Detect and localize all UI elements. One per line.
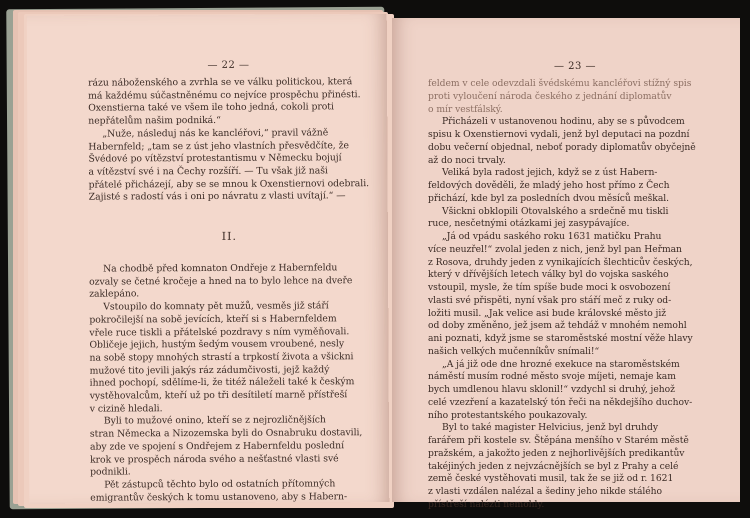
text-line: země české vystěhovati musil, tak že se již od r. 1621 [428,473,674,485]
text-line: proti vyloučení národa českého z jednání diplomatův [428,90,672,102]
left-page [27,14,390,504]
text-line: Vstoupilo do komnaty pět mužů, vesměs již stáří [103,300,329,313]
text-line: až do noci trvaly. [428,154,506,166]
text-line: ního protestantského poukazovaly. [428,409,588,421]
text-line: celé vzezření a kazatelský tón řeči na někdejšího duchov- [428,396,693,408]
text-line: Na chodbě před komnaton Ondřeje z Habernfeldu [103,262,338,275]
text-line: Habernfeld; „tam se z úst jeho vlastních přesvědčíte, že [88,139,349,153]
text-line: Obličeje jejich, hustým šedým vousem vroubené, nesly [89,338,345,351]
text-line: přichází, kde byl za posledních dvou měsíců meškal. [428,192,670,204]
text-line: ruce, nesčetnými otázkami jej zasypávajíce. [428,218,630,230]
text-line: který v dřívějších letech války byl do vojska saského [428,269,669,281]
text-line: rázu náboženského a zvrhla se ve válku politickou, která [88,76,353,89]
text-line: přátelé přicházejí, aby se se mnou k Oxenstiernovi odebrali. [88,177,370,191]
text-line: farářem při kostele sv. Štěpána menšího v Starém městě [428,435,689,446]
text-line: takéjiných jeden z nejvzácnějších se byl z Prahy a celé [428,460,679,472]
text-line: v cizině hledali. [89,403,163,415]
text-line: vystěhovalcům, kteří už po tři desítiletí marně přístřeší [89,389,348,402]
text-line: z vlasti vzdálen nalézal a šediny jeho nikde stálého [428,486,663,497]
text-line: vřele ruce tiskli a přátelské pozdravy s ním vyměňovali. [89,325,350,339]
text-line: bych umdlenou hlavu sklonil!“ vzdychl si druhý, jehož [428,384,675,395]
text-line: Byl to také magister Helvicius, jenž byl druhdy [442,422,659,434]
text-line: o mír vestfálský. [428,103,503,115]
text-line: pražském, a jakožto jeden z nejhorlivějších predikantův [428,447,685,459]
text-line: ihned pochopí, sdělíme-li, že titéž náleželi také k českým [89,376,355,389]
text-line: z Rosova, druhdy jeden z vynikajících šlechticův českých, [428,256,693,268]
text-line: emigrantův českých k tomu ustanoveno, aby s Habern- [90,490,348,504]
text-line: na sobě stopy mnohých strastí a trpkostí života a všickni [89,351,354,364]
text-line: krok ve prospěch národa svého a nešťastné vlasti své [90,452,339,466]
text-line: „Já od vpádu saského roku 1631 matičku Prahu [442,231,662,242]
left-page-number: — 22 — [207,59,250,72]
text-line: podnikli. [90,466,131,478]
text-line: spisu k Oxenstiernovi vydali, jenž byl deputaci na pozdní [428,129,690,140]
text-line: Veliká byla radost jejich, když se z úst Habern- [442,167,658,179]
left-paragraph-4 [90,478,371,505]
text-line: „A já již ode dne hrozné exekuce na staroměstském [442,358,680,370]
text-line: a vítězství své i na Čechy rozšíří. — Tu však již naši [88,165,328,178]
left-paragraph-2 [89,262,371,416]
right-page [392,18,740,510]
text-line: Zajisté s radostí vás i oni po návratu z vlasti uvítají.“ — [88,190,346,203]
text-line: má každému súčastněnému co nejvíce prospěchu přinésti. [88,88,361,102]
text-line: od doby změněno, jež jsem až tehdáž v mnohém nemohl [428,320,687,332]
text-line: stran Německa a Nizozemska byli do Osnabruku dostavili, [89,427,363,440]
text-line: vstoupil, mysle, že tím spíše bude moci k osvobození [428,282,671,293]
text-line: mužové tito jevili jakýs ráz zádumčivosti, jejž každý [89,364,330,377]
text-line: aby zde ve spojení s Ondřejem z Habernfeldu poslední [89,440,345,453]
text-line: Byli to mužové onino, kteří se z nejrozličnějších [103,414,326,428]
text-line: ani poznati, když jsme se staroměstské mostní věže hlavy [428,333,693,344]
left-paragraph-3 [90,415,371,480]
text-line: ozvaly se četné kročeje a hned na to bylo lehce na dveře [89,274,353,288]
text-line: Oxenstierna také ve všem ile toho jedná, cokoli proti [88,101,334,115]
text-line: feldem v cele odevzdali švédskému kancléřovi stížný spis [428,78,692,89]
text-line: ložiti musil. „Jak velice asi bude královské město již [428,307,667,319]
text-line: našich velkých mučenníkův snímali!“ [428,345,600,357]
text-line: Všickni obklopili Otovalského a srdečně mu tiskli [442,205,669,217]
text-line: dobu večerní objednal, neboť porady diplomatův obyčejně [428,141,696,153]
text-line: pokročilejší na sobě jevících, kteří si s Habernfeldem [89,313,337,326]
text-line: nepřátelům našim podniká.“ [88,115,221,127]
text-line: „Nuže, následuj nás ke kancléřovi,“ pravil vážně [102,127,329,140]
text-line: Švédové po vítězství protestantismu v Německu bojují [88,152,342,165]
text-line: feldových dověděli, že mladý jeho host přímo z Čech [428,180,670,191]
chapter-heading: II. [221,229,238,243]
text-line: více neuzřel!“ zvolal jeden z nich, jenž byl pan Heřman [428,243,682,255]
text-line: náměstí musím rodné město svoje míjeti, nemaje kam [428,371,676,383]
text-line: Pět zástupců těchto bylo od ostatních přítomných [104,478,336,491]
text-line: zaklepáno. [89,288,140,301]
text-line: vlasti své přispěti, nyní však pro stáří meč z ruky od- [428,294,672,306]
text-line: přístřeší nalézti nemohly. [428,498,545,510]
left-paragraph-1 [88,76,370,205]
right-page-number: — 23 — [553,61,597,72]
right-page-text [428,78,722,512]
text-line: Přicházeli v ustanovenou hodinu, aby se s původcem [442,116,685,128]
